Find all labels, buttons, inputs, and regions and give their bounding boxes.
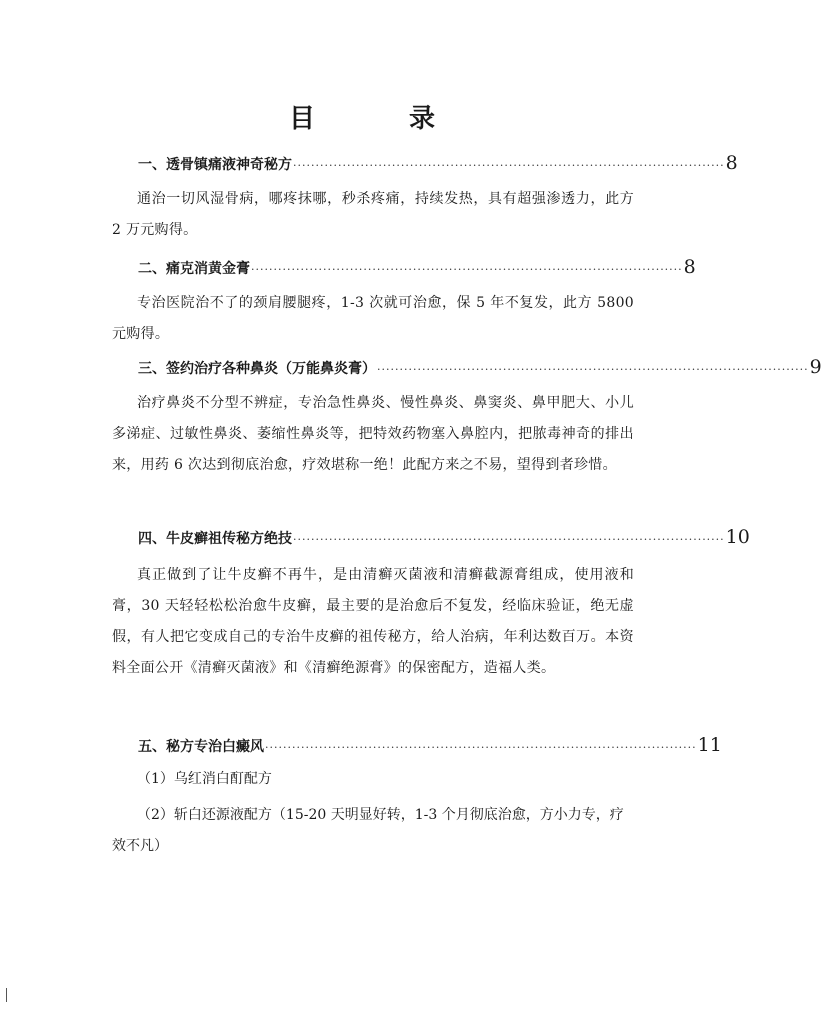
toc-sub-item: （2）斩白还源液配方（15-20 天明显好转，1-3 个月彻底治愈，方小力专，疗效不凡） <box>112 807 624 854</box>
toc-description: 专治医院治不了的颈肩腰腿疼，1-3 次就可治愈，保 5 年不复发，此方 5800 元购得。 <box>112 295 634 342</box>
dot-leader: ································································································ <box>293 159 725 172</box>
page-number: 11 <box>697 734 722 756</box>
page-number: 8 <box>725 152 738 174</box>
dot-leader: ································································································ <box>293 533 725 546</box>
page-number: 9 <box>809 356 822 378</box>
toc-heading: 二、痛克消黄金膏 <box>138 261 250 277</box>
toc-entry-5[interactable] <box>138 734 722 756</box>
toc-heading: 三、签约治疗各种鼻炎（万能鼻炎膏） <box>138 361 376 377</box>
toc-description: 治疗鼻炎不分型不辨症，专治急性鼻炎、慢性鼻炎、鼻窦炎、鼻甲肥大、小儿多涕症、过敏性鼻炎、萎缩性鼻炎等，把特效药物塞入鼻腔内，把脓毒神奇的排出来，用药 6 次达到彻底治愈，疗效堪称一绝！此配方来之不易，望得到者珍惜。 <box>112 395 634 473</box>
scan-margin-mark <box>6 988 7 1002</box>
toc-entry-1[interactable] <box>138 152 738 174</box>
dot-leader: ································································································ <box>377 363 809 376</box>
page-number: 10 <box>725 526 750 548</box>
toc-description: 真正做到了让牛皮癣不再牛，是由清癣灭菌液和清癣截源膏组成，使用液和膏，30 天轻轻松松治愈牛皮癣，最主要的是治愈后不复发，经临床验证，绝无虚假，有人把它变成自己的专治牛皮癣的祖传秘方，给人治病，年利达数百万。本资料全面公开《清癣灭菌液》和《清癣绝源膏》的保密配方，造福人类。 <box>112 567 634 676</box>
page-number: 8 <box>683 256 696 278</box>
toc-heading: 一、透骨镇痛液神奇秘方 <box>138 157 292 173</box>
toc-description: 通治一切风湿骨病，哪疼抹哪，秒杀疼痛，持续发热，具有超强渗透力，此方 2 万元购得。 <box>112 191 634 238</box>
toc-heading: 五、秘方专治白癜风 <box>138 739 264 755</box>
toc-entry-2[interactable] <box>138 256 696 278</box>
dot-leader: ································································································ <box>265 741 697 754</box>
dot-leader: ································································································ <box>251 263 683 276</box>
toc-entry-3[interactable] <box>138 356 822 378</box>
page-title: 目 录 <box>288 104 469 134</box>
toc-sub-item: （1）乌红消白酊配方 <box>137 771 272 787</box>
toc-entry-4[interactable] <box>138 526 750 548</box>
toc-heading: 四、牛皮癣祖传秘方绝技 <box>138 531 292 547</box>
